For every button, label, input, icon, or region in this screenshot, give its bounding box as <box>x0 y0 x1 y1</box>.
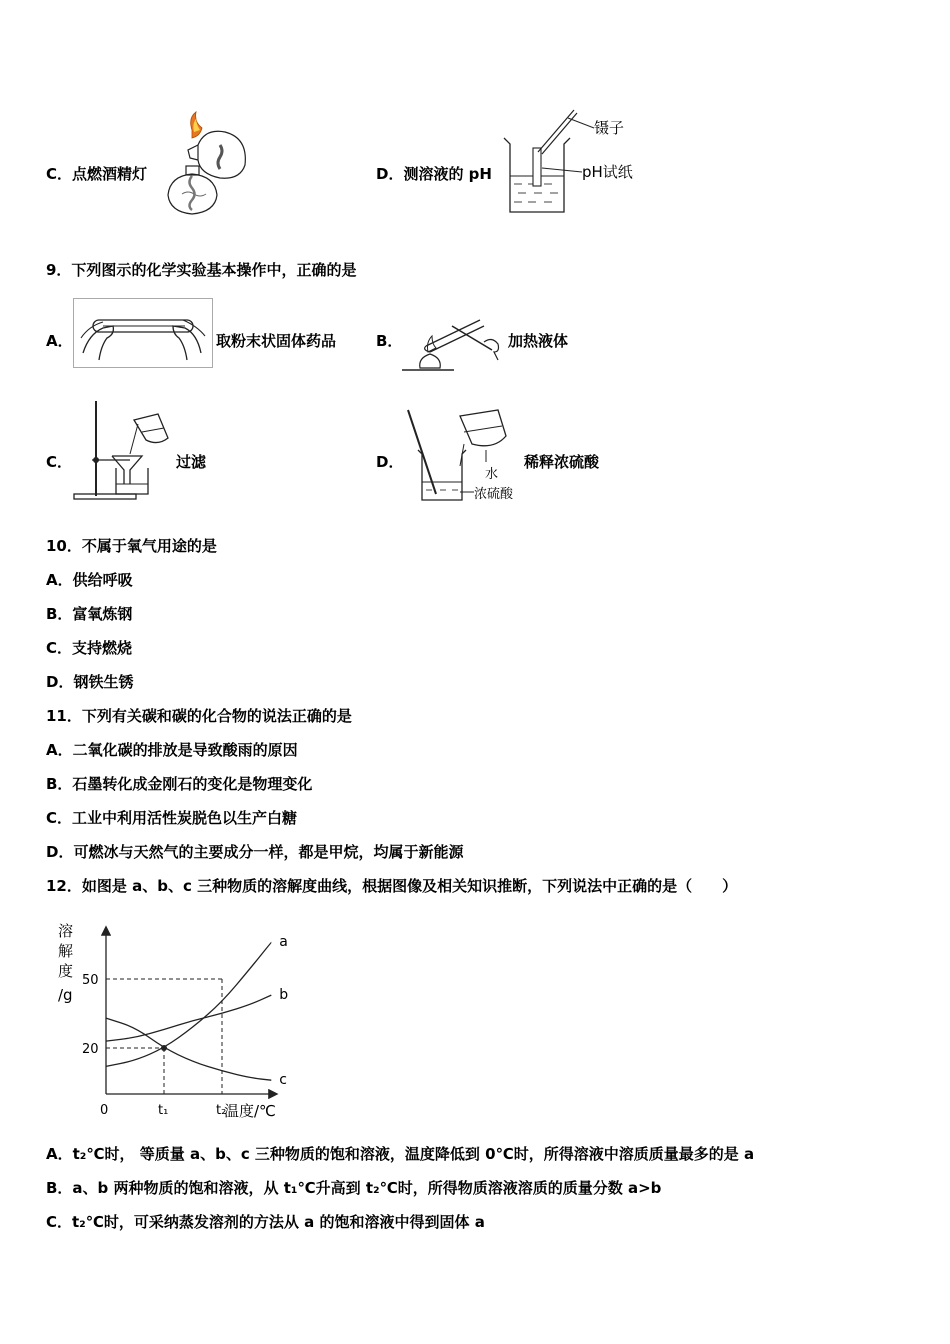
q10-option-c: C．支持燃烧 <box>46 639 133 657</box>
series-b-label: b <box>279 987 289 1004</box>
alcohol-lamp-lighting-figure <box>160 110 255 220</box>
q11-option-d: D．可燃冰与天然气的主要成分一样，都是甲烷，均属于新能源 <box>46 843 464 861</box>
q9-option-c-letter: C． <box>46 453 73 471</box>
series-b-curve <box>106 995 271 1041</box>
y-axis-label-char-3: 度 <box>58 962 74 980</box>
series-c-curve <box>106 1018 271 1080</box>
q12-stem: 12．如图是 a、b、c 三种物质的溶解度曲线，根据图像及相关知识推断，下列说法中正确的是（ ） <box>46 877 738 895</box>
x-axis-label: 温度/℃ <box>224 1102 276 1120</box>
q8-option-c-label: C．点燃酒精灯 <box>46 165 148 183</box>
x-tick-label-0: 0 <box>100 1103 109 1118</box>
water-label: 水 <box>485 467 499 482</box>
q12-option-a: A．t₂℃时， 等质量 a、b、c 三种物质的饱和溶液，温度降低到 0℃时，所得溶液中溶质质量最多的是 a <box>46 1145 755 1163</box>
q12-option-c: C．t₂℃时，可采纳蒸发溶剂的方法从 a 的饱和溶液中得到固体 a <box>46 1213 485 1231</box>
filtration-figure <box>72 398 174 502</box>
q9-option-d-letter: D． <box>376 453 404 471</box>
q10-option-a: A．供给呼吸 <box>46 571 133 589</box>
y-tick-label-50: 50 <box>82 973 99 988</box>
series-a-label: a <box>279 934 288 951</box>
q11-option-a: A．二氧化碳的排放是导致酸雨的原因 <box>46 741 298 759</box>
x-tick-label-1: t₁ <box>158 1103 169 1118</box>
y-axis-label-char-1: 溶 <box>58 922 74 940</box>
x-tick-label-2: t₂ <box>216 1103 227 1118</box>
series-c-label: c <box>279 1072 288 1089</box>
q9-option-d-text: 稀释浓硫酸 <box>524 453 600 471</box>
dilute-acid-figure <box>402 406 522 504</box>
tweezers-label: 镊子 <box>594 119 625 137</box>
concentrated-acid-label: 浓硫酸 <box>474 487 514 502</box>
q8-option-d-label: D．测溶液的 pH <box>376 165 492 183</box>
q10-option-b: B．富氧炼钢 <box>46 605 133 623</box>
q9-stem: 9．下列图示的化学实验基本操作中，正确的是 <box>46 261 357 279</box>
q9-option-a-text: 取粉末状固体药品 <box>216 332 337 350</box>
q10-option-d: D．钢铁生锈 <box>46 673 134 691</box>
q10-stem: 10．不属于氧气用途的是 <box>46 537 217 555</box>
q12-option-b: B．a、b 两种物质的饱和溶液，从 t₁℃升高到 t₂℃时，所得物质溶液溶质的质量分数 a>b <box>46 1179 662 1197</box>
q9-option-b-letter: B． <box>376 332 403 350</box>
q9-option-c-text: 过滤 <box>176 453 207 471</box>
q11-option-c: C．工业中利用活性炭脱色以生产白糖 <box>46 809 298 827</box>
y-axis-unit: /g <box>58 986 73 1004</box>
q11-stem: 11．下列有关碳和碳的化合物的说法正确的是 <box>46 707 352 725</box>
ph-test-figure <box>498 106 643 218</box>
solubility-chart <box>44 912 294 1124</box>
y-axis-label-char-2: 解 <box>58 942 74 960</box>
q9-option-a-letter: A． <box>46 332 73 350</box>
heating-liquid-figure <box>402 318 506 372</box>
q9-option-b-text: 加热液体 <box>508 332 569 350</box>
y-tick-label-20: 20 <box>82 1042 99 1057</box>
q11-option-b: B．石墨转化成金刚石的变化是物理变化 <box>46 775 313 793</box>
powder-sampling-figure <box>73 298 213 368</box>
ph-paper-label: pH试纸 <box>582 163 633 181</box>
